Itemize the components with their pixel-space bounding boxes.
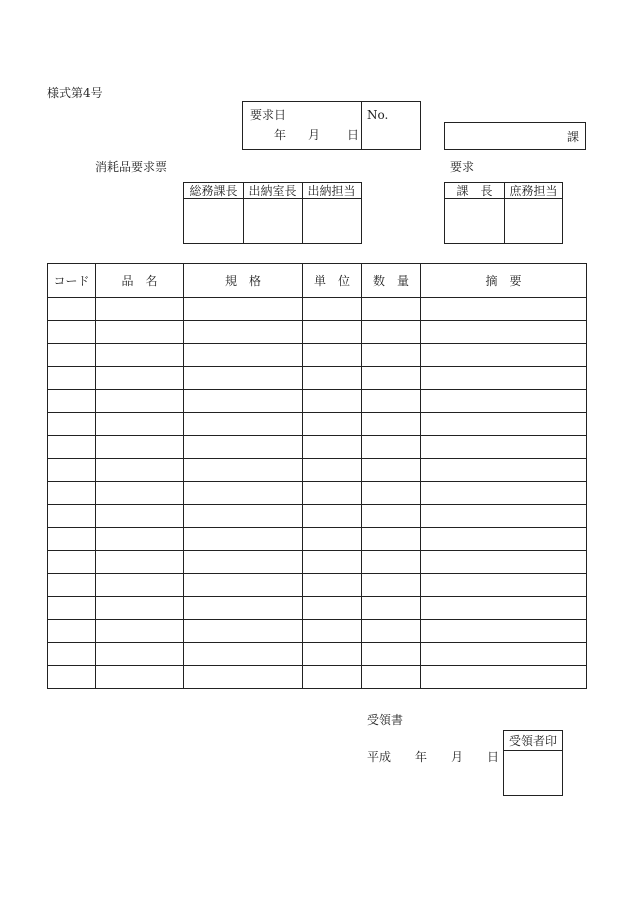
cell-code	[48, 574, 96, 597]
approval-treasury-staff: 出納担当	[307, 184, 356, 198]
cell-specification	[184, 597, 303, 620]
table-row	[48, 367, 587, 390]
cell-code	[48, 505, 96, 528]
section-suffix: 課	[566, 130, 579, 144]
cell-specification	[184, 620, 303, 643]
cell-item-name	[96, 620, 184, 643]
cell-quantity	[362, 574, 421, 597]
receipt-year: 年	[415, 750, 428, 764]
receipt-seal-divider	[504, 750, 562, 751]
cell-remarks	[421, 298, 587, 321]
cell-code	[48, 597, 96, 620]
cell-unit	[303, 436, 362, 459]
cell-quantity	[362, 367, 421, 390]
cell-remarks	[421, 459, 587, 482]
cell-code	[48, 436, 96, 459]
cell-specification	[184, 528, 303, 551]
form-title: 消耗品要求票	[95, 160, 168, 174]
cell-specification	[184, 459, 303, 482]
header-code: コード	[48, 264, 96, 298]
table-row	[48, 597, 587, 620]
cell-quantity	[362, 643, 421, 666]
cell-unit	[303, 620, 362, 643]
cell-unit	[303, 574, 362, 597]
request-date-year: 年	[274, 128, 287, 142]
cell-code	[48, 620, 96, 643]
cell-code	[48, 551, 96, 574]
request-date-day: 日	[347, 128, 360, 142]
cell-item-name	[96, 413, 184, 436]
cell-item-name	[96, 666, 184, 689]
cell-quantity	[362, 298, 421, 321]
cell-specification	[184, 436, 303, 459]
cell-unit	[303, 597, 362, 620]
cell-unit	[303, 643, 362, 666]
receipt-seal-label: 受領者印	[508, 734, 557, 748]
header-specification: 規 格	[184, 264, 303, 298]
cell-remarks	[421, 436, 587, 459]
cell-item-name	[96, 436, 184, 459]
cell-item-name	[96, 367, 184, 390]
cell-code	[48, 643, 96, 666]
receipt-seal-box	[503, 730, 563, 796]
cell-item-name	[96, 528, 184, 551]
cell-remarks	[421, 367, 587, 390]
cell-quantity	[362, 321, 421, 344]
header-quantity: 数 量	[362, 264, 421, 298]
cell-unit	[303, 344, 362, 367]
approval-general-affairs-staff: 庶務担当	[509, 184, 558, 198]
table-row	[48, 528, 587, 551]
cell-remarks	[421, 643, 587, 666]
cell-unit	[303, 413, 362, 436]
cell-code	[48, 344, 96, 367]
cell-code	[48, 459, 96, 482]
cell-quantity	[362, 597, 421, 620]
table-row	[48, 666, 587, 689]
receipt-month: 月	[451, 750, 464, 764]
cell-code	[48, 528, 96, 551]
cell-quantity	[362, 505, 421, 528]
cell-unit	[303, 482, 362, 505]
cell-quantity	[362, 344, 421, 367]
cell-quantity	[362, 528, 421, 551]
cell-code	[48, 367, 96, 390]
table-row	[48, 390, 587, 413]
request-date-label: 要求日	[250, 108, 287, 122]
cell-code	[48, 298, 96, 321]
request-date-box	[242, 101, 421, 150]
table-row	[48, 436, 587, 459]
receipt-day: 日	[487, 750, 500, 764]
table-row	[48, 551, 587, 574]
receipt-era: 平成	[367, 750, 392, 764]
cell-item-name	[96, 344, 184, 367]
cell-item-name	[96, 551, 184, 574]
cell-specification	[184, 482, 303, 505]
items-table-header	[48, 264, 587, 298]
cell-unit	[303, 321, 362, 344]
cell-specification	[184, 551, 303, 574]
table-row	[48, 344, 587, 367]
cell-quantity	[362, 459, 421, 482]
request-label: 要求	[450, 160, 475, 174]
cell-unit	[303, 367, 362, 390]
table-row	[48, 505, 587, 528]
cell-unit	[303, 459, 362, 482]
cell-remarks	[421, 505, 587, 528]
cell-remarks	[421, 482, 587, 505]
cell-unit	[303, 551, 362, 574]
approval-box-right	[444, 182, 563, 244]
cell-specification	[184, 298, 303, 321]
cell-item-name	[96, 505, 184, 528]
cell-item-name	[96, 321, 184, 344]
cell-item-name	[96, 574, 184, 597]
cell-unit	[303, 528, 362, 551]
items-table	[47, 263, 587, 689]
cell-quantity	[362, 551, 421, 574]
cell-item-name	[96, 390, 184, 413]
cell-quantity	[362, 413, 421, 436]
cell-specification	[184, 344, 303, 367]
form-number: 様式第4号	[47, 86, 103, 100]
cell-item-name	[96, 482, 184, 505]
cell-code	[48, 482, 96, 505]
cell-remarks	[421, 666, 587, 689]
cell-code	[48, 321, 96, 344]
cell-quantity	[362, 390, 421, 413]
cell-specification	[184, 413, 303, 436]
approval-treasury-office-chief: 出納室長	[248, 184, 297, 198]
cell-unit	[303, 505, 362, 528]
cell-code	[48, 413, 96, 436]
cell-item-name	[96, 597, 184, 620]
cell-remarks	[421, 321, 587, 344]
approval-section-chief: 課 長	[456, 184, 493, 198]
cell-remarks	[421, 551, 587, 574]
cell-remarks	[421, 344, 587, 367]
cell-specification	[184, 367, 303, 390]
request-date-divider	[361, 102, 362, 149]
table-row	[48, 620, 587, 643]
cell-unit	[303, 298, 362, 321]
approval-general-affairs-chief: 総務課長	[189, 184, 238, 198]
table-row	[48, 321, 587, 344]
cell-item-name	[96, 298, 184, 321]
cell-specification	[184, 390, 303, 413]
table-row	[48, 413, 587, 436]
cell-remarks	[421, 620, 587, 643]
table-row	[48, 643, 587, 666]
table-row	[48, 459, 587, 482]
cell-quantity	[362, 666, 421, 689]
header-item-name: 品 名	[96, 264, 184, 298]
table-row	[48, 482, 587, 505]
cell-item-name	[96, 459, 184, 482]
cell-specification	[184, 321, 303, 344]
cell-remarks	[421, 597, 587, 620]
request-no-label: No.	[367, 108, 389, 122]
cell-unit	[303, 666, 362, 689]
cell-code	[48, 666, 96, 689]
table-row	[48, 298, 587, 321]
cell-quantity	[362, 436, 421, 459]
cell-quantity	[362, 482, 421, 505]
header-unit: 単 位	[303, 264, 362, 298]
approval-left-divider	[184, 198, 361, 199]
table-row	[48, 574, 587, 597]
cell-item-name	[96, 643, 184, 666]
cell-remarks	[421, 528, 587, 551]
approval-box-left	[183, 182, 362, 244]
cell-remarks	[421, 574, 587, 597]
cell-code	[48, 390, 96, 413]
cell-specification	[184, 643, 303, 666]
cell-specification	[184, 666, 303, 689]
cell-remarks	[421, 390, 587, 413]
section-box	[444, 122, 586, 150]
request-date-month: 月	[308, 128, 321, 142]
receipt-title: 受領書	[367, 713, 404, 727]
cell-unit	[303, 390, 362, 413]
cell-remarks	[421, 413, 587, 436]
header-remarks: 摘 要	[421, 264, 587, 298]
cell-quantity	[362, 620, 421, 643]
cell-specification	[184, 505, 303, 528]
cell-specification	[184, 574, 303, 597]
